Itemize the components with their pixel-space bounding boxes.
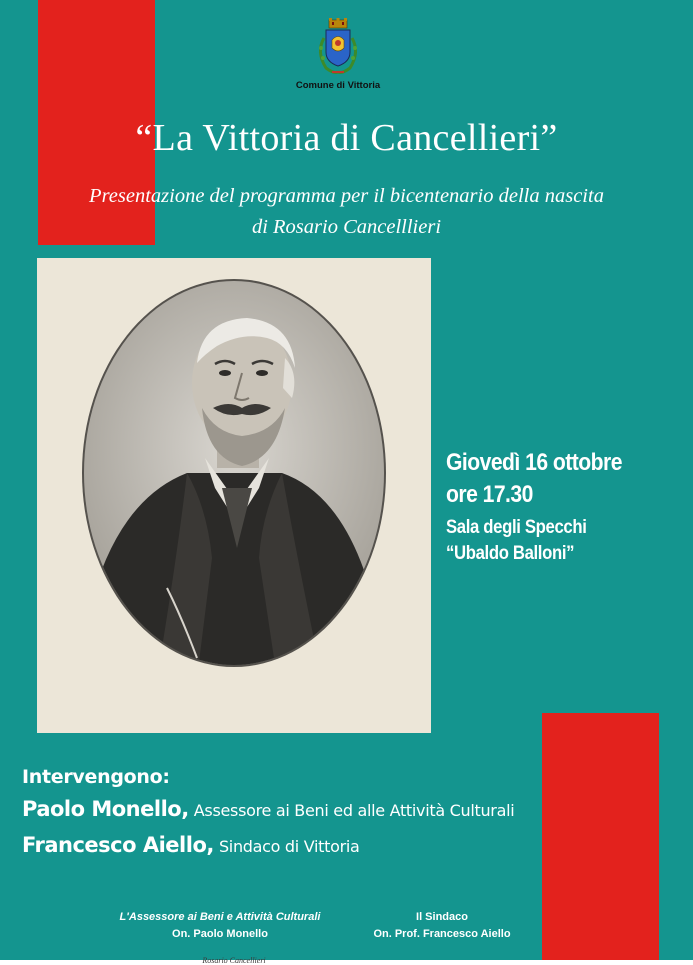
poster-title: “La Vittoria di Cancellieri” xyxy=(135,117,558,159)
comune-label: Comune di Vittoria xyxy=(295,80,381,91)
speaker-role: Assessore ai Beni ed alle Attività Culturali xyxy=(193,801,515,820)
subtitle-line-2: di Rosario Cancelllieri xyxy=(251,216,442,238)
subtitle-line-1: Presentazione del programma per il bicentenario della nascita xyxy=(89,185,604,207)
signature-assessore xyxy=(95,909,345,943)
event-venue: Sala degli Specchi xyxy=(446,517,587,538)
city-crest-icon xyxy=(314,18,362,78)
red-accent-bar-bottom xyxy=(542,713,659,960)
signature-name: On. Paolo Monello xyxy=(172,928,268,940)
speaker-name: Paolo Monello, xyxy=(22,797,189,821)
speaker-role: Sindaco di Vittoria xyxy=(218,837,360,856)
event-time: ore 17.30 xyxy=(446,481,533,508)
signature-sindaco xyxy=(352,909,532,943)
event-info xyxy=(446,447,646,567)
event-date: Giovedì 16 ottobre xyxy=(446,449,622,476)
signature-title: Il Sindaco xyxy=(416,911,468,923)
speakers-section xyxy=(22,762,514,864)
speaker-name: Francesco Aiello, xyxy=(22,833,214,857)
speaker-row xyxy=(22,828,514,864)
speakers-heading: Intervengono: xyxy=(22,766,170,788)
event-venue-name: “Ubaldo Balloni” xyxy=(446,543,575,564)
signature-title: L'Assessore ai Beni e Attività Culturali xyxy=(119,911,321,923)
portrait-caption: Rosario Cancellieri xyxy=(202,956,266,965)
portrait-illustration xyxy=(37,258,431,733)
signature-name: On. Prof. Francesco Aiello xyxy=(373,928,511,940)
speaker-row xyxy=(22,792,514,828)
